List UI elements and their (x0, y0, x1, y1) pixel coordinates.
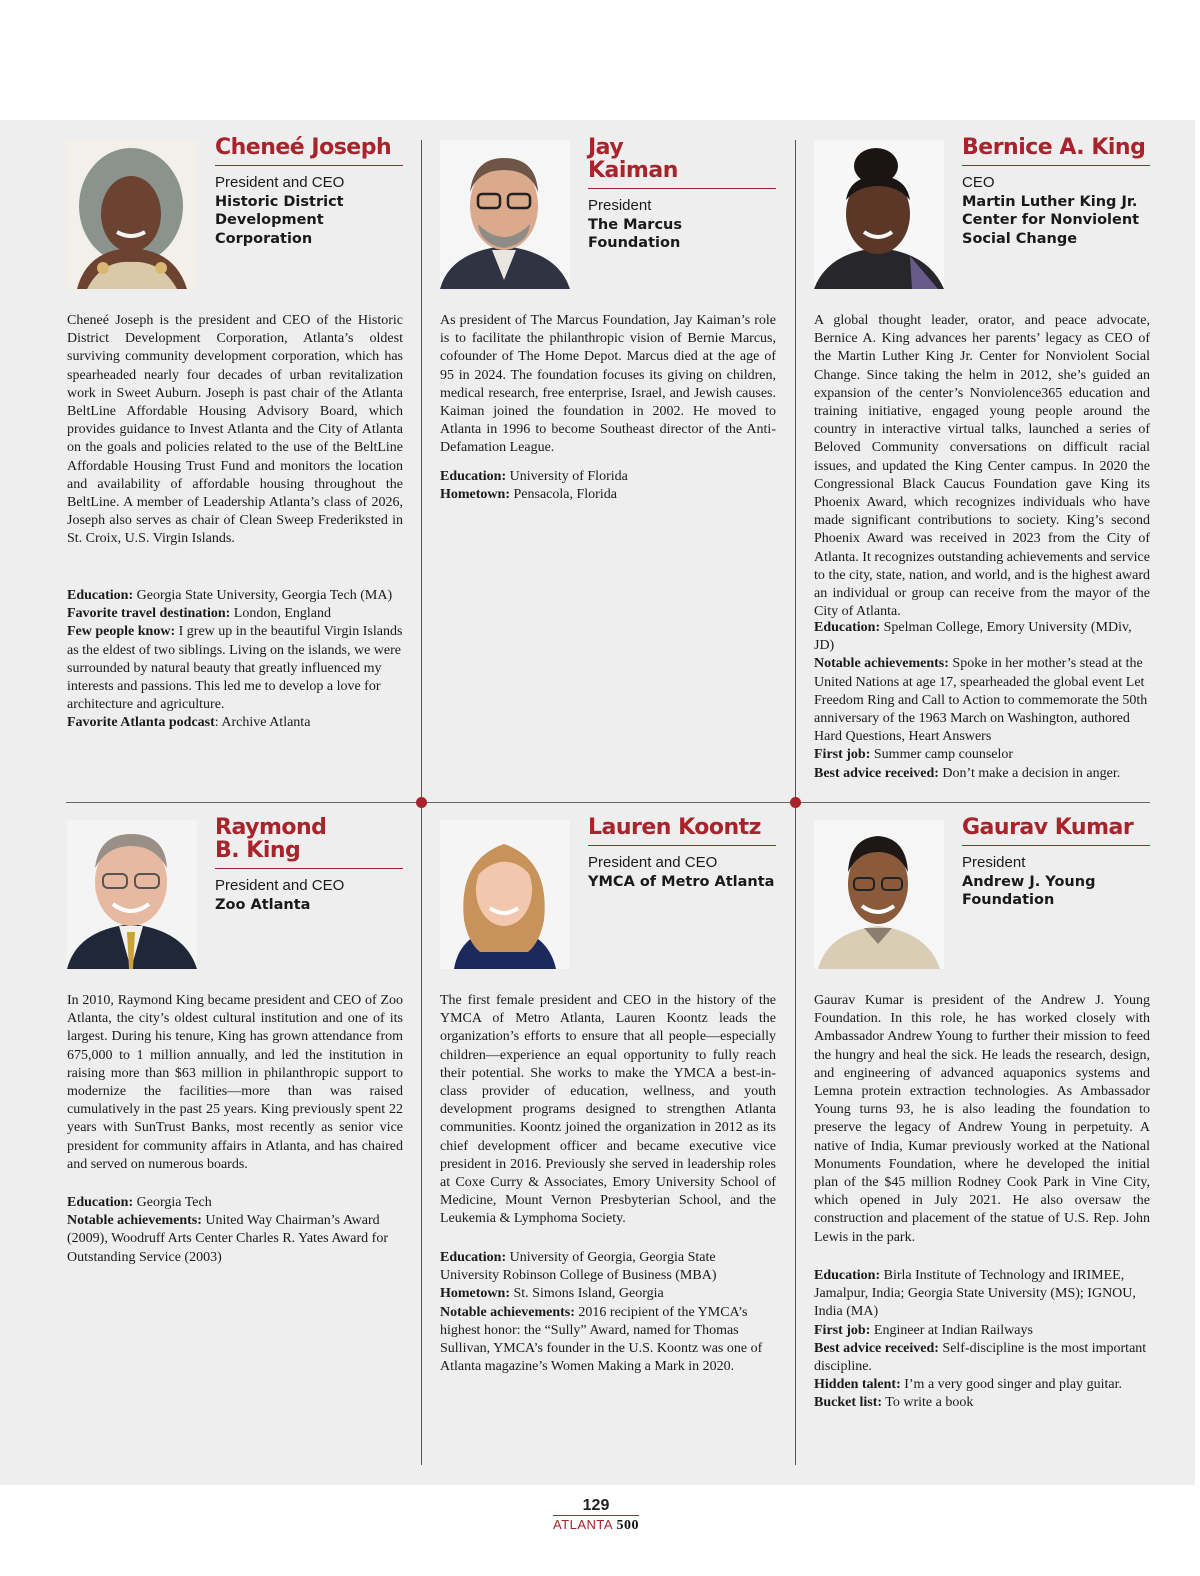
fact-label: Notable achievements: (440, 1304, 575, 1320)
person-organization: Historic District Development Corporation (215, 193, 344, 247)
fact-value: Self-discipline is the most important discipline. (814, 1340, 1147, 1375)
person-title: CEO (962, 174, 995, 191)
portrait-photo (440, 140, 570, 289)
person-title: President and CEO (215, 877, 345, 894)
fact-label: Hometown: (440, 487, 510, 503)
fact-item (814, 746, 1150, 764)
magazine-logo (553, 1515, 639, 1534)
fact-value: : Archive Atlanta (214, 715, 311, 731)
person-organization: Zoo Atlanta (215, 896, 311, 913)
facts-list (814, 1267, 1150, 1413)
fact-value: Engineer at Indian Railways (870, 1322, 1033, 1338)
fact-value: St. Simons Island, Georgia (510, 1286, 664, 1302)
portrait-photo (440, 820, 570, 969)
portrait-photo (67, 140, 197, 289)
facts-list (440, 1249, 776, 1376)
person-title: President (962, 854, 1026, 871)
fact-item (440, 1285, 776, 1303)
bio-paragraph: A global thought leader, orator, and peace advocate, Bernice A. King advances her parents’ legacy as CEO of the Martin Luther King Jr. Center for Nonviolent Social Change. Since taking the helm in 2012, she’s guided an expansion of the center’s Nonviolence365 education and training initiative, engaged young people around the country in interactive virtual talks, launched a series of Beloved Community conversations on difficult racial issues, and updated the King Center campus. In 2020 the Congressional Black Caucus Foundation gave King its Phoenix Award, which recognizes individuals who have made significant contributions to society. King’s second Phoenix Award was received in 2023 from the City of Atlanta. It recognizes outstanding achievements and service to the city, state, nation, and world, and is the highest award an individual or group can receive from the mayor of the City of Atlanta. (814, 313, 1150, 620)
fact-value: Spoke in her mother’s stead at the United Nations at age 17, spearheaded the global event Let Freedom Ring and Call to Action to commemorate the 50th anniversary of the 1963 March on Washington, authored Hard Questions, Heart Answers (814, 656, 1148, 745)
bio-paragraph: Gaurav Kumar is president of the Andrew J. Young Foundation. In this role, he has worked closely with Ambassador Andrew Young to further their mission to feed the hungry and heal the sick. He leads the research, design, and engineering of advanced aquaponics systems and Lemna protein extraction technologies. As Ambassador Young turns 93, he is also leading the foundation to preserve the legacy of Andrew Young in perpetuity. A native of India, Kumar previously worked at the National Monuments Foundation, where he developed the initial plan of the $45 million Rodney Cook Park in Vine City, which opened in July 2021. He also oversaw the construction and placement of the statue of U.S. Rep. John Lewis in the park. (814, 993, 1150, 1245)
person-organization: Andrew J. Young Foundation (962, 873, 1096, 908)
fact-label: Few people know: (67, 624, 176, 640)
person-title: President and CEO (588, 854, 718, 871)
fact-label: Favorite Atlanta podcast (67, 715, 215, 731)
person-title: President and CEO (215, 174, 345, 191)
page-number: 129 (582, 1497, 610, 1514)
fact-label: Hidden talent: (814, 1377, 901, 1393)
person-name: Bernice A. King (962, 136, 1150, 166)
person-name: Lauren Koontz (588, 816, 776, 846)
fact-value: London, England (230, 606, 332, 622)
fact-value: Georgia Tech (133, 1195, 212, 1210)
person-title: President (588, 197, 652, 214)
fact-item (814, 1340, 1150, 1376)
fact-label: First job: (814, 747, 871, 763)
fact-label: Notable achievements: (814, 656, 949, 672)
divider-dot-left (416, 797, 427, 808)
fact-label: Hometown: (440, 1286, 510, 1302)
fact-value: Georgia State University, Georgia Tech (MA) (133, 588, 393, 603)
person-organization: YMCA of Metro Atlanta (588, 873, 775, 890)
fact-label: Favorite travel destination: (67, 606, 231, 622)
fact-label: Education: (814, 620, 881, 635)
fact-label: Education: (440, 1250, 507, 1265)
fact-item (814, 1376, 1150, 1394)
person-organization: Martin Luther King Jr. Center for Nonviolent Social Change (962, 193, 1140, 247)
fact-item (440, 1304, 776, 1377)
fact-value: I’m a very good singer and play guitar. (900, 1377, 1122, 1393)
fact-item (814, 1394, 1150, 1412)
fact-value: University of Florida (506, 469, 628, 484)
person-name: Raymond B. King (215, 816, 403, 869)
fact-item (67, 714, 403, 732)
fact-value: Summer camp counselor (870, 747, 1014, 763)
fact-item (440, 486, 776, 504)
fact-label: First job: (814, 1322, 871, 1338)
bio-paragraph: The first female president and CEO in the history of the YMCA of Metro Atlanta, Lauren Koontz leads the organization’s efforts to ensure that all people—especially children—experience an equal opportunity to fully reach their potential. She works to make the YMCA a best-in-class provider of education, wellness, and youth development programs designed to strengthen Atlanta communities. Koontz joined the organization in 2012 as its chief development officer and became executive vice president in 2016. Previously she served in leadership roles at Coxe Curry & Associates, Emory University School of Medicine, Mount Vernon Presbyterian School, and the Leukemia & Lymphoma Society. (440, 993, 776, 1227)
person-organization: The Marcus Foundation (588, 216, 683, 251)
row-divider (66, 802, 1150, 803)
fact-value: United Way Chairman’s Award (2009), Woodruff Arts Center Charles R. Yates Award for Outstanding Service (2003) (67, 1213, 388, 1265)
facts-list (814, 619, 1150, 783)
person-name: Jay Kaiman (588, 136, 776, 189)
person-name: Cheneé Joseph (215, 136, 403, 166)
bio-paragraph: Cheneé Joseph is the president and CEO of the Historic District Development Corporation, Atlanta’s oldest surviving community development corporation, which has spearheaded nearly four decades of urban revitalization work in Sweet Auburn. Joseph is past chair of the Atlanta BeltLine Affordable Housing Advisory Board, which provides guidance to Invest Atlanta and the City of Atlanta on the goals and policies related to the use of the BeltLine Affordable Housing Trust Fund and monitors the location and availability of affordable housing throughout the BeltLine. A member of Leadership Atlanta’s class of 2026, Joseph also serves as chair of Clean Sweep Frederiksted in St. Croix, U.S. Virgin Islands. (67, 313, 403, 547)
fact-item (440, 1249, 776, 1285)
fact-label: Best advice received: (814, 765, 939, 781)
divider-dot-right (790, 797, 801, 808)
fact-label: Education: (440, 469, 507, 484)
fact-label: Bucket list: (814, 1395, 883, 1411)
fact-item (67, 605, 403, 623)
fact-item (67, 623, 403, 714)
person-name: Gaurav Kumar (962, 816, 1150, 846)
magazine-name: ATLANTA (553, 1517, 613, 1532)
fact-item (440, 468, 776, 486)
fact-value: 2016 recipient of the YMCA’s highest honor: the “Sully” Award, named for Thomas Sullivan, YMCA’s founder in the U.S. Koontz was one of Atlanta magazine’s Women Making a Mark in 2020. (440, 1304, 763, 1375)
facts-list (67, 1194, 403, 1267)
fact-value: Pensacola, Florida (510, 487, 617, 503)
fact-item (67, 1194, 403, 1212)
fact-item (814, 1322, 1150, 1340)
fact-label: Education: (814, 1268, 881, 1283)
fact-value: I grew up in the beautiful Virgin Islands as the eldest of two siblings. Living on the islands, we were surrounded by natural beauty that greatly influenced my interests and passions. This led me to develop a love for architecture and agriculture. (67, 624, 403, 713)
facts-list (440, 468, 776, 504)
fact-value: To write a book (882, 1395, 974, 1411)
magazine-500: 500 (616, 1518, 639, 1533)
fact-item (814, 655, 1150, 746)
fact-item (814, 619, 1150, 655)
facts-list (67, 587, 403, 733)
fact-item (814, 765, 1150, 783)
bio-paragraph: In 2010, Raymond King became president and CEO of Zoo Atlanta, the city’s oldest cultural institution and one of its largest. During his tenure, King has grown attendance from 675,000 to 1 million annually, and led the institution in raising more than $63 million in philanthropic support to modernize the facilities—more than was raised cumulatively in the past 25 years. King previously spent 22 years with SunTrust Banks, most recently as senior vice president for community affairs in Atlanta, and has chaired and served on numerous boards. (67, 993, 403, 1172)
fact-label: Education: (67, 588, 134, 603)
fact-value: University of Georgia, Georgia State University Robinson College of Business (MBA) (440, 1250, 717, 1284)
fact-label: Notable achievements: (67, 1213, 202, 1229)
bio-paragraph: As president of The Marcus Foundation, Jay Kaiman’s role is to facilitate the philanthropic vision of Bernie Marcus, cofounder of The Home Depot. Marcus died at the age of 95 in 2024. The foundation focuses its giving on children, medical research, free enterprise, Israel, and Jewish causes. Kaiman joined the foundation in 2002. He moved to Atlanta in 1996 to become Southeast director of the Anti-Defamation League. (440, 313, 776, 456)
portrait-photo (814, 140, 944, 289)
fact-value: Birla Institute of Technology and IRIMEE, Jamalpur, India; Georgia State University (MS); IGNOU, India (MA) (814, 1268, 1136, 1320)
fact-value: Spelman College, Emory University (MDiv, JD) (814, 620, 1132, 654)
portrait-photo (67, 820, 197, 969)
fact-item (67, 587, 403, 605)
fact-label: Best advice received: (814, 1340, 939, 1356)
fact-item (67, 1212, 403, 1267)
fact-value: Don’t make a decision in anger. (938, 765, 1121, 781)
page-footer (540, 1497, 652, 1534)
fact-item (814, 1267, 1150, 1322)
fact-label: Education: (67, 1195, 134, 1210)
portrait-photo (814, 820, 944, 969)
